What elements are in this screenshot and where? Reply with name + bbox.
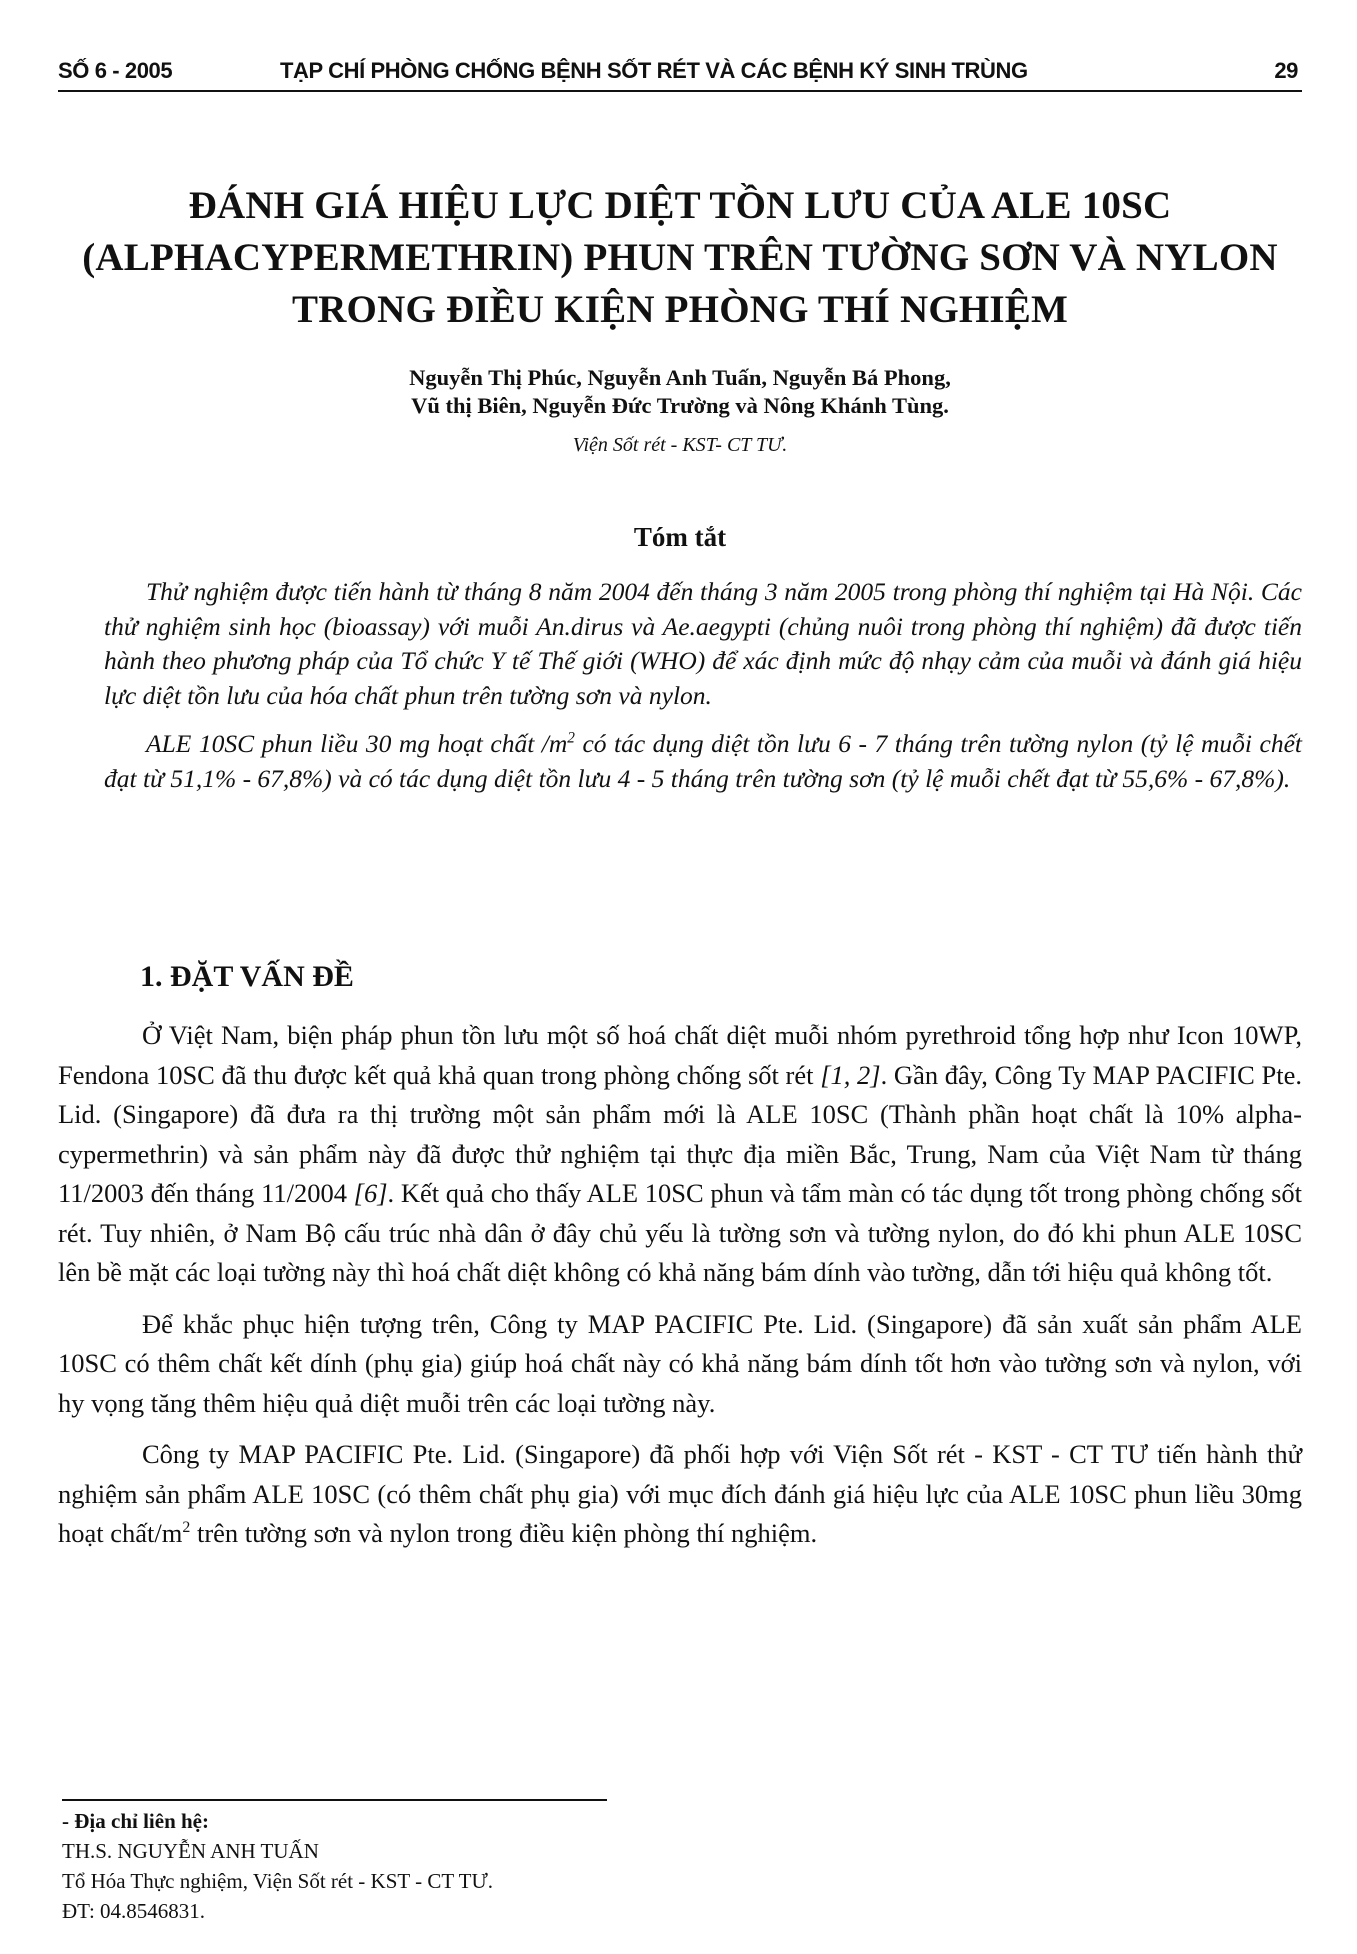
- footnote-divider: [62, 1799, 607, 1801]
- footnote: [62, 1806, 862, 1926]
- abstract: [104, 575, 1302, 796]
- affiliation: Viện Sốt rét - KST- CT TƯ.: [572, 434, 788, 456]
- article-title: [58, 180, 1302, 336]
- body-p3-text-a: Công ty MAP PACIFIC Pte. Lid. (Singapore) đã phối hợp với Viện Sốt rét - KST - CT TƯ tiến hành thử nghiệm sản phẩm ALE 10SC (có thêm chất phụ gia) với mục đích đánh giá hiệu lực của ALE 10SC phun liều 30mg hoạt chất/m: [58, 1439, 1302, 1548]
- abstract-paragraph-2: [104, 727, 1302, 796]
- authors-line-1: Nguyễn Thị Phúc, Nguyễn Anh Tuấn, Nguyễn Bá Phong,: [409, 365, 951, 390]
- title-line-3: TRONG ĐIỀU KIỆN PHÒNG THÍ NGHIỆM: [291, 288, 1069, 331]
- abstract-p2-text-b: có tác dụng diệt tồn lưu 6 - 7 tháng trên tường nylon (tỷ lệ muỗi chết đạt từ 51,1% - 67,8%) và có tác dụng diệt tồn lưu 4 - 5 tháng trên tường sơn (tỷ lệ muỗi chết đạt từ 55,6% - 67,8%).: [104, 729, 1302, 793]
- title-line-1: ĐÁNH GIÁ HIỆU LỰC DIỆT TỒN LƯU CỦA ALE 10SC: [188, 184, 1172, 227]
- section-heading: 1. ĐẶT VẤN ĐỀ: [140, 960, 354, 993]
- title-line-2: (ALPHACYPERMETHRIN) PHUN TRÊN TƯỜNG SƠN VÀ NYLON: [82, 236, 1278, 279]
- section-body: [58, 1016, 1302, 1554]
- contact-phone: ĐT: 04.8546831.: [62, 1899, 206, 1923]
- citation-6: [6]: [353, 1178, 388, 1208]
- body-paragraph-1: [58, 1016, 1302, 1293]
- page-number: 29: [1274, 58, 1298, 83]
- footnote-label: - Địa chỉ liên hệ:: [62, 1809, 209, 1833]
- contact-unit: Tổ Hóa Thực nghiệm, Viện Sốt rét - KST - CT TƯ.: [62, 1869, 494, 1893]
- citation-1-2: [1, 2]: [820, 1059, 881, 1090]
- abstract-p2-text-a: ALE 10SC phun liều 30 mg hoạt chất /m: [146, 729, 568, 758]
- superscript-2: 2: [182, 1519, 191, 1537]
- body-p1-text-c: . Kết quả cho thấy ALE 10SC phun và tẩm màn có tác dụng tốt trong phòng chống sốt rét. Tuy nhiên, ở Nam Bộ cấu trúc nhà dân ở đây chủ yếu là tường sơn và tường nylon, do đó khi phun ALE 10SC lên bề mặt các loại tường này thì hoá chất diệt không có khả năng bám dính vào tường, dẫn tới hiệu quả không tốt.: [58, 1178, 1302, 1287]
- running-header: [58, 56, 1302, 92]
- body-p1-text-a: Ở Việt Nam, biện pháp phun tồn lưu một số hoá chất diệt muỗi nhóm pyrethroid tổng hợp như Icon 10WP, Fendona 10SC đã thu được kết quả khả quan trong phòng chống sốt rét: [58, 1020, 1302, 1090]
- author-list: [58, 364, 1302, 420]
- abstract-heading: Tóm tắt: [633, 522, 727, 552]
- body-paragraph-3: [58, 1435, 1302, 1554]
- body-paragraph-2: Để khắc phục hiện tượng trên, Công ty MAP PACIFIC Pte. Lid. (Singapore) đã sản xuất sản phẩm ALE 10SC có thêm chất kết dính (phụ gia) giúp hoá chất này có khả năng bám dính tốt hơn vào tường sơn và nylon, với hy vọng tăng thêm hiệu quả diệt muỗi trên các loại tường này.: [58, 1308, 1302, 1418]
- body-p1-text-b: . Gần đây, Công Ty MAP PACIFIC Pte. Lid. (Singapore) đã đưa ra thị trường một sản phẩm mới là ALE 10SC (Thành phần hoạt chất là 10% alpha-cypermethrin) và sản phẩm này đã được thử nghiệm tại thực địa miền Bắc, Trung, Nam của Việt Nam từ tháng 11/2003 đến tháng 11/2004: [58, 1059, 1302, 1208]
- authors-line-2: Vũ thị Biên, Nguyễn Đức Trường và Nông Khánh Tùng.: [411, 393, 949, 418]
- journal-name: TẠP CHÍ PHÒNG CHỐNG BỆNH SỐT RÉT VÀ CÁC BỆNH KÝ SINH TRÙNG: [280, 58, 1028, 83]
- issue-number: SỐ 6 - 2005: [58, 58, 173, 83]
- abstract-paragraph-1: Thử nghiệm được tiến hành từ tháng 8 năm 2004 đến tháng 3 năm 2005 trong phòng thí nghiệm tại Hà Nội. Các thử nghiệm sinh học (bioassay) với muỗi An.dirus và Ae.aegypti (chủng nuôi trong phòng thí nghiệm) đã được tiến hành theo phương pháp của Tổ chức Y tế Thế giới (WHO) để xác định mức độ nhạy cảm của muỗi và đánh giá hiệu lực diệt tồn lưu của hóa chất phun trên tường sơn và nylon.: [104, 577, 1302, 710]
- contact-name: TH.S. NGUYỄN ANH TUẤN: [62, 1839, 319, 1863]
- superscript-2: 2: [567, 729, 575, 747]
- body-p3-text-b: trên tường sơn và nylon trong điều kiện phòng thí nghiệm.: [190, 1518, 818, 1548]
